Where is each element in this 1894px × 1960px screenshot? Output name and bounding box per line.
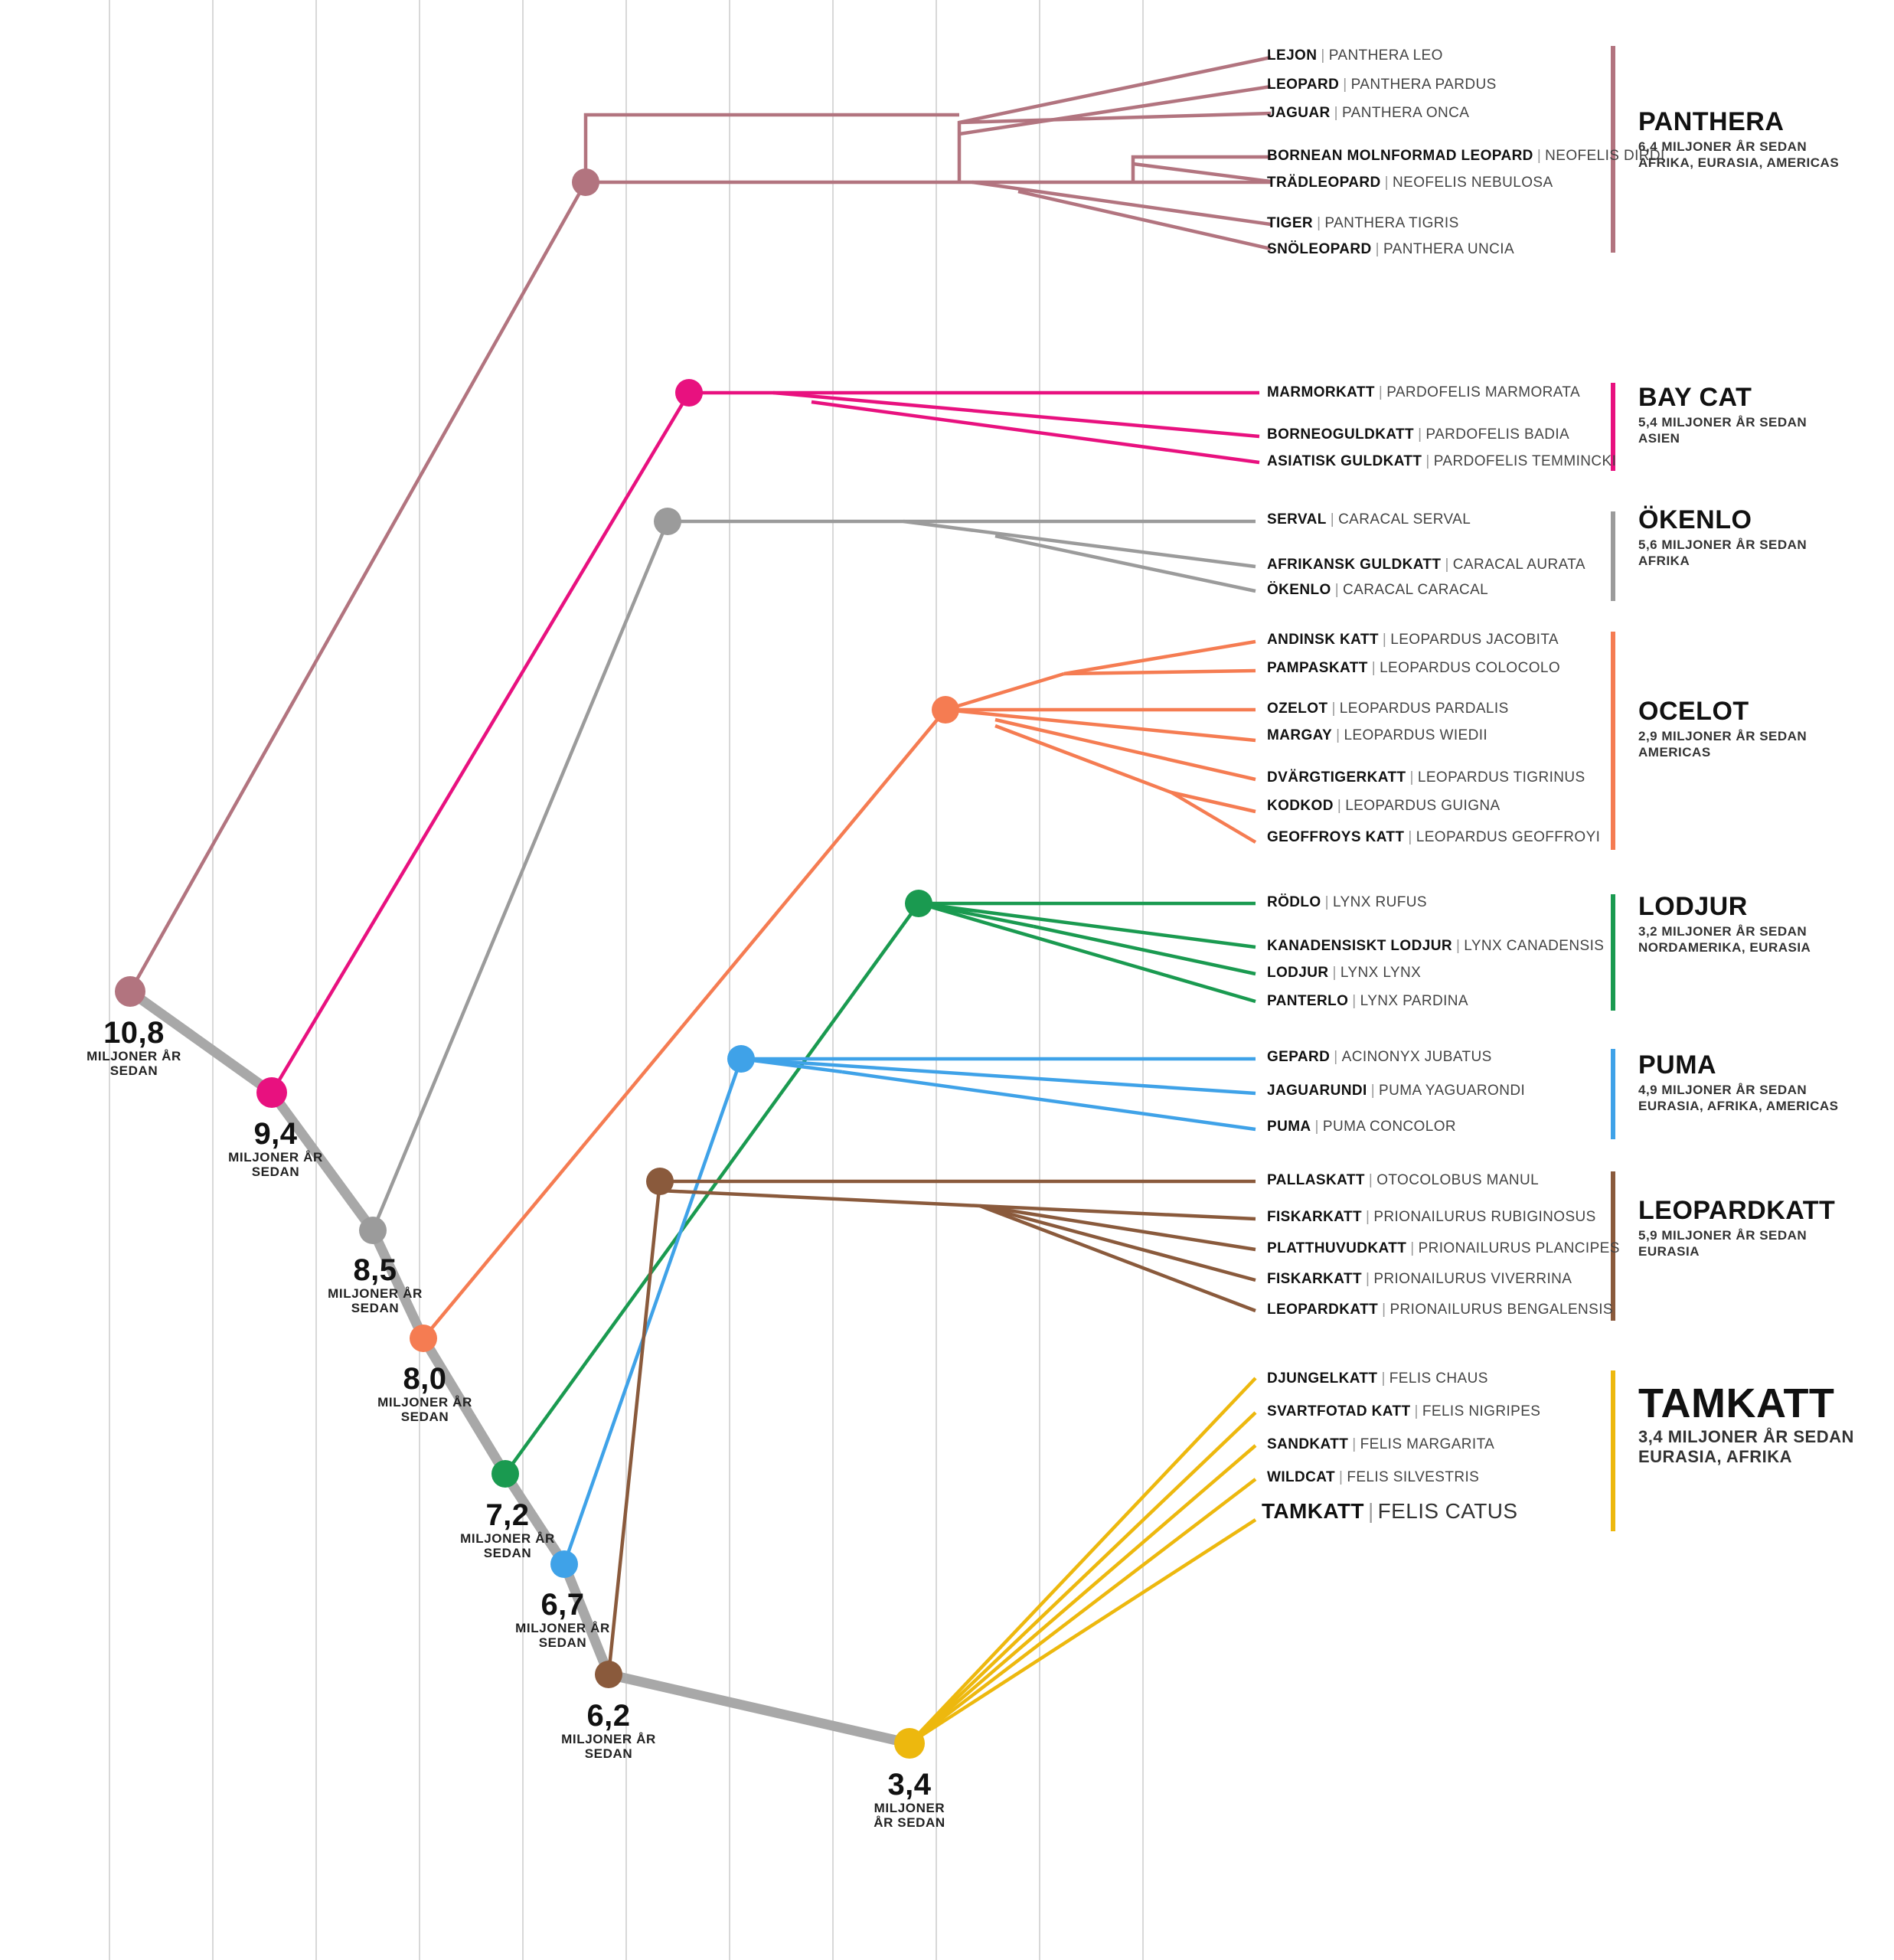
group-name: PUMA bbox=[1638, 1050, 1717, 1080]
species-common-name: TIGER bbox=[1267, 215, 1314, 231]
species-label bbox=[1267, 1403, 1540, 1420]
node-value: 7,2 bbox=[485, 1498, 530, 1532]
species-label bbox=[1267, 1209, 1596, 1226]
species-latin-name: PANTHERA PARDUS bbox=[1350, 77, 1497, 93]
species-common-name: TAMKATT bbox=[1262, 1499, 1364, 1523]
separator: | bbox=[1352, 993, 1357, 1009]
species-label bbox=[1267, 965, 1421, 982]
species-latin-name: CARACAL CARACAL bbox=[1343, 582, 1489, 598]
group-name: LEOPARDKATT bbox=[1638, 1196, 1836, 1225]
separator: | bbox=[1381, 1370, 1386, 1387]
species-common-name: SERVAL bbox=[1267, 511, 1327, 528]
species-label bbox=[1267, 727, 1487, 744]
group-regions: EURASIA, AFRIKA bbox=[1638, 1447, 1793, 1466]
species-common-name: LODJUR bbox=[1267, 965, 1329, 981]
species-common-name: AFRIKANSK GULDKATT bbox=[1267, 557, 1442, 573]
species-latin-name: PANTHERA UNCIA bbox=[1383, 241, 1515, 257]
species-label bbox=[1267, 1083, 1525, 1099]
species-label bbox=[1267, 557, 1585, 573]
species-latin-name: PARDOFELIS MARMORATA bbox=[1386, 384, 1581, 400]
species-latin-name: LEOPARDUS GEOFFROYI bbox=[1416, 829, 1601, 845]
species-common-name: DJUNGELKATT bbox=[1267, 1370, 1378, 1387]
separator: | bbox=[1455, 938, 1461, 954]
species-label bbox=[1267, 148, 1665, 165]
species-common-name: PLATTHUVUDKATT bbox=[1267, 1240, 1407, 1256]
species-label bbox=[1267, 701, 1509, 717]
species-common-name: PALLASKATT bbox=[1267, 1172, 1365, 1188]
node-sub2: SEDAN bbox=[251, 1165, 300, 1179]
species-label bbox=[1267, 938, 1604, 955]
species-latin-name: FELIS CATUS bbox=[1377, 1499, 1518, 1523]
species-latin-name: LYNX LYNX bbox=[1340, 965, 1422, 981]
group-age: 5,6 MILJONER ÅR SEDAN bbox=[1638, 537, 1807, 552]
species-common-name: JAGUAR bbox=[1267, 105, 1331, 121]
species-common-name: MARGAY bbox=[1267, 727, 1333, 743]
species-common-name: KODKOD bbox=[1267, 798, 1334, 814]
group-age: 4,9 MILJONER ÅR SEDAN bbox=[1638, 1083, 1807, 1097]
group-regions: EURASIA, AFRIKA, AMERICAS bbox=[1638, 1099, 1839, 1113]
species-label bbox=[1267, 1049, 1492, 1066]
node-sub1: MILJONER ÅR bbox=[228, 1150, 323, 1165]
species-latin-name: PANTHERA ONCA bbox=[1341, 105, 1470, 121]
group-name: PANTHERA bbox=[1638, 107, 1785, 136]
node-sub1: MILJONER bbox=[874, 1801, 945, 1815]
node-sub2: SEDAN bbox=[351, 1301, 400, 1315]
node-sub2: SEDAN bbox=[483, 1546, 532, 1560]
species-latin-name: NEOFELIS DIRDI bbox=[1545, 148, 1665, 164]
node-sub1: MILJONER ÅR bbox=[515, 1621, 610, 1635]
node-label-10-8 bbox=[46, 1017, 222, 1078]
species-label bbox=[1267, 511, 1471, 528]
group-panthera bbox=[1638, 107, 1839, 171]
node-sub2: SEDAN bbox=[400, 1410, 449, 1424]
species-latin-name: PRIONAILURUS BENGALENSIS bbox=[1389, 1302, 1613, 1318]
node-value: 10,8 bbox=[103, 1016, 165, 1050]
species-latin-name: LEOPARDUS PARDALIS bbox=[1339, 701, 1509, 717]
separator: | bbox=[1382, 1302, 1386, 1318]
species-latin-name: CARACAL AURATA bbox=[1452, 557, 1585, 573]
species-label bbox=[1267, 798, 1501, 815]
separator: | bbox=[1370, 1083, 1376, 1099]
species-latin-name: PUMA CONCOLOR bbox=[1322, 1119, 1457, 1135]
species-common-name: LEOPARD bbox=[1267, 77, 1340, 93]
separator: | bbox=[1331, 701, 1336, 717]
group-regions: EURASIA bbox=[1638, 1244, 1700, 1259]
species-common-name: WILDCAT bbox=[1267, 1469, 1335, 1485]
species-latin-name: OTOCOLOBUS MANUL bbox=[1376, 1172, 1540, 1188]
species-latin-name: LEOPARDUS WIEDII bbox=[1344, 727, 1488, 743]
species-common-name: ANDINSK KATT bbox=[1267, 632, 1379, 648]
node-sub1: MILJONER ÅR bbox=[87, 1049, 181, 1063]
species-label bbox=[1267, 1119, 1456, 1135]
group-tamkatt bbox=[1638, 1382, 1854, 1467]
separator: | bbox=[1408, 829, 1412, 845]
species-latin-name: LEOPARDUS JACOBITA bbox=[1390, 632, 1559, 648]
group-regions: NORDAMERIKA, EURASIA bbox=[1638, 940, 1811, 955]
species-latin-name: LEOPARDUS TIGRINUS bbox=[1417, 769, 1585, 786]
node-value: 8,5 bbox=[353, 1253, 397, 1287]
species-common-name: DVÄRGTIGERKATT bbox=[1267, 769, 1406, 786]
species-latin-name: CARACAL SERVAL bbox=[1338, 511, 1471, 528]
node-label-8-5 bbox=[287, 1254, 463, 1315]
separator: | bbox=[1382, 632, 1387, 648]
species-common-name: PAMPASKATT bbox=[1267, 660, 1368, 676]
species-latin-name: LYNX RUFUS bbox=[1332, 894, 1427, 910]
node-label-3-4 bbox=[821, 1769, 998, 1830]
node-sub2: ÅR SEDAN bbox=[874, 1815, 945, 1830]
group-name: LODJUR bbox=[1638, 892, 1748, 921]
species-label bbox=[1267, 1271, 1572, 1288]
species-common-name: LEOPARDKATT bbox=[1267, 1302, 1379, 1318]
node-label-7-2 bbox=[420, 1499, 596, 1560]
species-label bbox=[1267, 384, 1580, 401]
species-latin-name: FELIS SILVESTRIS bbox=[1347, 1469, 1480, 1485]
species-latin-name: FELIS MARGARITA bbox=[1360, 1436, 1495, 1452]
species-latin-name: PARDOFELIS TEMMINCKI bbox=[1433, 453, 1617, 469]
species-label bbox=[1267, 1240, 1620, 1257]
species-common-name: OZELOT bbox=[1267, 701, 1328, 717]
species-common-name: SANDKATT bbox=[1267, 1436, 1349, 1452]
separator: | bbox=[1378, 384, 1383, 400]
separator: | bbox=[1365, 1271, 1370, 1287]
group-ocelot bbox=[1638, 697, 1807, 760]
separator: | bbox=[1536, 148, 1542, 164]
species-common-name: PUMA bbox=[1267, 1119, 1311, 1135]
node-value: 9,4 bbox=[253, 1117, 298, 1151]
species-latin-name: PANTHERA TIGRIS bbox=[1324, 215, 1459, 231]
species-common-name: GEPARD bbox=[1267, 1049, 1331, 1065]
separator: | bbox=[1330, 511, 1335, 528]
species-label bbox=[1267, 1436, 1494, 1453]
node-sub2: SEDAN bbox=[538, 1635, 587, 1650]
separator: | bbox=[1343, 77, 1347, 93]
species-label bbox=[1267, 215, 1459, 232]
node-value: 6,7 bbox=[540, 1588, 585, 1622]
separator: | bbox=[1336, 727, 1340, 743]
node-label-8-0 bbox=[337, 1363, 513, 1424]
separator: | bbox=[1409, 769, 1414, 786]
group-regions: AFRIKA bbox=[1638, 554, 1690, 568]
node-sub1: MILJONER ÅR bbox=[460, 1531, 555, 1546]
group-age: 5,9 MILJONER ÅR SEDAN bbox=[1638, 1228, 1807, 1243]
separator: | bbox=[1321, 47, 1325, 64]
species-label bbox=[1267, 453, 1616, 470]
group-name: TAMKATT bbox=[1638, 1380, 1835, 1426]
group-name: BAY CAT bbox=[1638, 383, 1752, 412]
species-label bbox=[1267, 582, 1488, 599]
node-sub1: MILJONER ÅR bbox=[377, 1395, 472, 1410]
species-common-name: TRÄDLEOPARD bbox=[1267, 175, 1381, 191]
species-label bbox=[1267, 47, 1443, 64]
species-label bbox=[1267, 769, 1585, 786]
species-latin-name: ACINONYX JUBATUS bbox=[1341, 1049, 1492, 1065]
separator: | bbox=[1367, 1499, 1374, 1523]
species-label bbox=[1267, 993, 1468, 1010]
group-baycat bbox=[1638, 383, 1807, 446]
group-leopardkatt bbox=[1638, 1196, 1835, 1259]
node-value: 6,2 bbox=[586, 1699, 631, 1733]
species-common-name: SNÖLEOPARD bbox=[1267, 241, 1372, 257]
node-value: 3,4 bbox=[887, 1768, 932, 1802]
species-common-name: FISKARKATT bbox=[1267, 1271, 1362, 1287]
node-value: 8,0 bbox=[403, 1362, 447, 1396]
separator: | bbox=[1445, 557, 1449, 573]
species-latin-name: LYNX CANADENSIS bbox=[1464, 938, 1605, 954]
species-latin-name: LYNX PARDINA bbox=[1360, 993, 1468, 1009]
separator: | bbox=[1338, 1469, 1344, 1485]
species-common-name: GEOFFROYS KATT bbox=[1267, 829, 1405, 845]
species-label bbox=[1267, 894, 1427, 911]
species-latin-name: PRIONAILURUS RUBIGINOSUS bbox=[1373, 1209, 1596, 1225]
species-label bbox=[1267, 1370, 1488, 1387]
separator: | bbox=[1334, 1049, 1338, 1065]
species-label bbox=[1267, 1469, 1479, 1486]
group-age: 3,2 MILJONER ÅR SEDAN bbox=[1638, 924, 1807, 939]
species-label bbox=[1267, 1172, 1539, 1189]
separator: | bbox=[1314, 1119, 1319, 1135]
species-common-name: RÖDLO bbox=[1267, 894, 1321, 910]
node-label-6-7 bbox=[475, 1589, 651, 1650]
group-regions: ASIEN bbox=[1638, 431, 1680, 446]
species-common-name: BORNEAN MOLNFORMAD LEOPARD bbox=[1267, 148, 1533, 164]
separator: | bbox=[1371, 660, 1376, 676]
separator: | bbox=[1334, 582, 1340, 598]
species-latin-name: LEOPARDUS GUIGNA bbox=[1345, 798, 1501, 814]
group-age: 3,4 MILJONER ÅR SEDAN bbox=[1638, 1427, 1854, 1446]
node-sub2: SEDAN bbox=[109, 1063, 158, 1078]
species-latin-name: PANTHERA LEO bbox=[1328, 47, 1443, 64]
separator: | bbox=[1414, 1403, 1419, 1419]
species-common-name: KANADENSISKT LODJUR bbox=[1267, 938, 1452, 954]
species-common-name: LEJON bbox=[1267, 47, 1318, 64]
group-age: 5,4 MILJONER ÅR SEDAN bbox=[1638, 415, 1807, 430]
separator: | bbox=[1317, 215, 1321, 231]
species-common-name: SVARTFOTAD KATT bbox=[1267, 1403, 1411, 1419]
species-common-name: ÖKENLO bbox=[1267, 582, 1331, 598]
node-sub1: MILJONER ÅR bbox=[328, 1286, 423, 1301]
species-common-name: PANTERLO bbox=[1267, 993, 1349, 1009]
separator: | bbox=[1337, 798, 1342, 814]
separator: | bbox=[1410, 1240, 1415, 1256]
separator: | bbox=[1332, 965, 1337, 981]
species-common-name: JAGUARUNDI bbox=[1267, 1083, 1367, 1099]
node-label-9-4 bbox=[188, 1118, 364, 1179]
species-latin-name: FELIS NIGRIPES bbox=[1422, 1403, 1541, 1419]
group-name: ÖKENLO bbox=[1638, 505, 1752, 534]
species-label-tamkatt bbox=[1262, 1499, 1517, 1524]
species-common-name: ASIATISK GULDKATT bbox=[1267, 453, 1422, 469]
species-latin-name: LEOPARDUS COLOCOLO bbox=[1380, 660, 1561, 676]
separator: | bbox=[1334, 105, 1338, 121]
species-label bbox=[1267, 175, 1553, 191]
separator: | bbox=[1365, 1209, 1370, 1225]
group-okenlo bbox=[1638, 505, 1807, 569]
species-label bbox=[1267, 241, 1514, 258]
species-latin-name: FELIS CHAUS bbox=[1389, 1370, 1488, 1387]
node-sub1: MILJONER ÅR bbox=[561, 1732, 656, 1746]
separator: | bbox=[1352, 1436, 1357, 1452]
species-label bbox=[1267, 660, 1560, 677]
species-latin-name: PRIONAILURUS VIVERRINA bbox=[1373, 1271, 1572, 1287]
species-common-name: BORNEOGULDKATT bbox=[1267, 426, 1415, 443]
species-label bbox=[1267, 1302, 1613, 1318]
group-age: 2,9 MILJONER ÅR SEDAN bbox=[1638, 729, 1807, 743]
group-lodjur bbox=[1638, 892, 1811, 956]
species-common-name: MARMORKATT bbox=[1267, 384, 1375, 400]
separator: | bbox=[1425, 453, 1430, 469]
species-label bbox=[1267, 105, 1469, 122]
species-latin-name: PUMA YAGUARONDI bbox=[1379, 1083, 1526, 1099]
species-label bbox=[1267, 632, 1559, 648]
node-sub2: SEDAN bbox=[584, 1746, 633, 1761]
separator: | bbox=[1375, 241, 1380, 257]
species-latin-name: PRIONAILURUS PLANCIPES bbox=[1418, 1240, 1620, 1256]
group-regions: AFRIKA, EURASIA, AMERICAS bbox=[1638, 155, 1840, 170]
separator: | bbox=[1324, 894, 1329, 910]
separator: | bbox=[1418, 426, 1422, 443]
separator: | bbox=[1384, 175, 1389, 191]
species-common-name: FISKARKATT bbox=[1267, 1209, 1362, 1225]
group-name: OCELOT bbox=[1638, 697, 1749, 726]
group-puma bbox=[1638, 1050, 1839, 1114]
species-label bbox=[1267, 77, 1497, 93]
species-label bbox=[1267, 829, 1600, 846]
species-latin-name: NEOFELIS NEBULOSA bbox=[1393, 175, 1553, 191]
group-regions: AMERICAS bbox=[1638, 745, 1711, 760]
separator: | bbox=[1368, 1172, 1373, 1188]
species-latin-name: PARDOFELIS BADIA bbox=[1425, 426, 1570, 443]
node-label-6-2 bbox=[521, 1700, 697, 1761]
group-age: 6,4 MILJONER ÅR SEDAN bbox=[1638, 139, 1807, 154]
species-label bbox=[1267, 426, 1569, 443]
